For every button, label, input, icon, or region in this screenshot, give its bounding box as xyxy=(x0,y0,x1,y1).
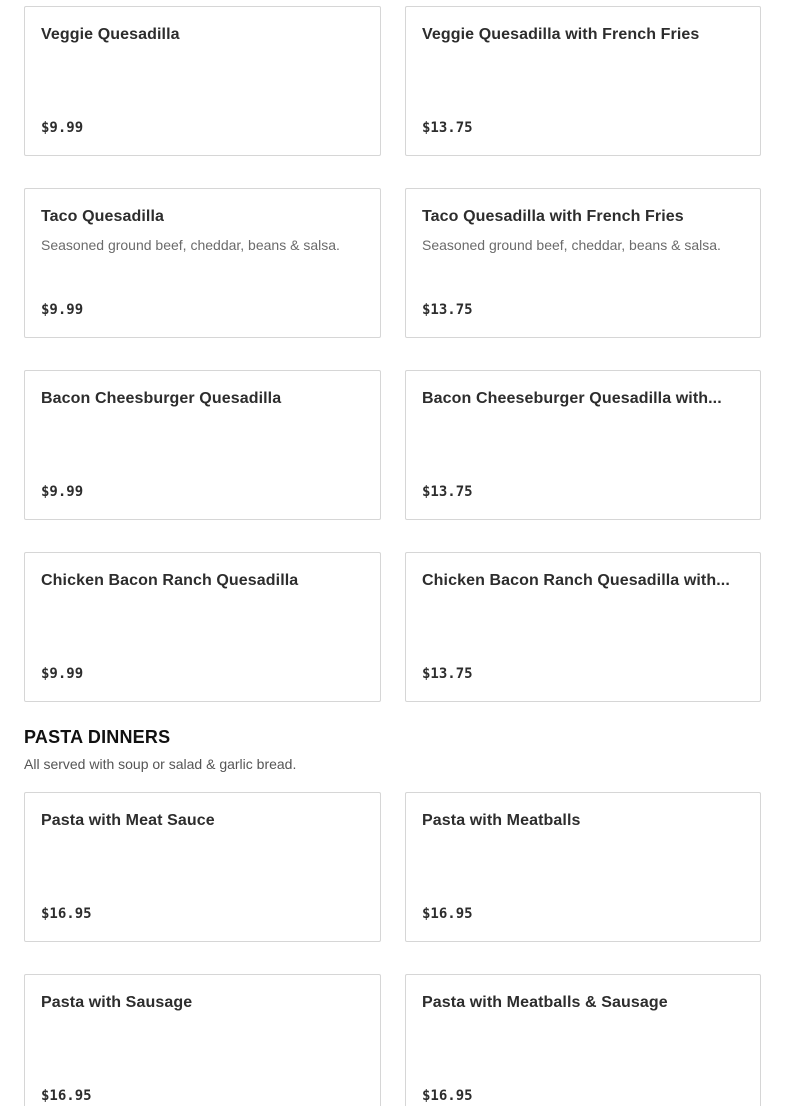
menu-item-price: $16.95 xyxy=(422,1088,473,1104)
menu-item-card[interactable] xyxy=(405,552,761,702)
menu-item-name: Pasta with Meatballs xyxy=(422,812,581,829)
menu-item-price: $13.75 xyxy=(422,120,473,136)
menu-item-price: $9.99 xyxy=(41,484,84,500)
menu-item-name: Pasta with Meat Sauce xyxy=(41,812,215,829)
menu-item-card[interactable] xyxy=(24,370,381,520)
menu-item-price: $13.75 xyxy=(422,666,473,682)
menu-item-price: $16.95 xyxy=(422,906,473,922)
menu-item-name: Veggie Quesadilla xyxy=(41,26,180,43)
menu-item-name: Taco Quesadilla with French Fries xyxy=(422,208,684,225)
menu-item-name: Taco Quesadilla xyxy=(41,208,165,225)
menu-item-card[interactable] xyxy=(405,188,761,338)
menu-item-card[interactable] xyxy=(405,6,761,156)
menu-item-name: Veggie Quesadilla with French Fries xyxy=(422,26,700,43)
menu-item-description: Seasoned ground beef, cheddar, beans & salsa. xyxy=(41,237,340,253)
menu-item-price: $16.95 xyxy=(41,1088,92,1104)
menu-item-card[interactable] xyxy=(405,792,761,942)
menu-item-card[interactable] xyxy=(24,974,381,1106)
pasta-dinners-grid xyxy=(24,792,761,1106)
menu-item-card[interactable] xyxy=(24,188,381,338)
menu-item-name: Pasta with Sausage xyxy=(41,994,193,1011)
menu-item-name: Bacon Cheeseburger Quesadilla with... xyxy=(422,390,722,407)
menu-item-price: $9.99 xyxy=(41,302,84,318)
menu-item-card[interactable] xyxy=(24,552,381,702)
menu-item-price: $13.75 xyxy=(422,484,473,500)
menu-item-price: $9.99 xyxy=(41,120,84,136)
section-heading: PASTA DINNERS xyxy=(24,727,171,747)
menu-item-card[interactable] xyxy=(24,792,381,942)
menu-item-price: $16.95 xyxy=(41,906,92,922)
menu-item-description: Seasoned ground beef, cheddar, beans & salsa. xyxy=(422,237,721,253)
menu-item-name: Chicken Bacon Ranch Quesadilla xyxy=(41,572,299,589)
menu-item-price: $13.75 xyxy=(422,302,473,318)
menu-item-price: $9.99 xyxy=(41,666,84,682)
menu-item-name: Bacon Cheesburger Quesadilla xyxy=(41,390,282,407)
menu-item-name: Chicken Bacon Ranch Quesadilla with... xyxy=(422,572,730,589)
menu-item-card[interactable] xyxy=(405,974,761,1106)
quesadillas-grid xyxy=(24,6,761,702)
menu-item-card[interactable] xyxy=(24,6,381,156)
section-description: All served with soup or salad & garlic bread. xyxy=(24,756,297,772)
menu-item-card[interactable] xyxy=(405,370,761,520)
menu-item-name: Pasta with Meatballs & Sausage xyxy=(422,994,668,1011)
